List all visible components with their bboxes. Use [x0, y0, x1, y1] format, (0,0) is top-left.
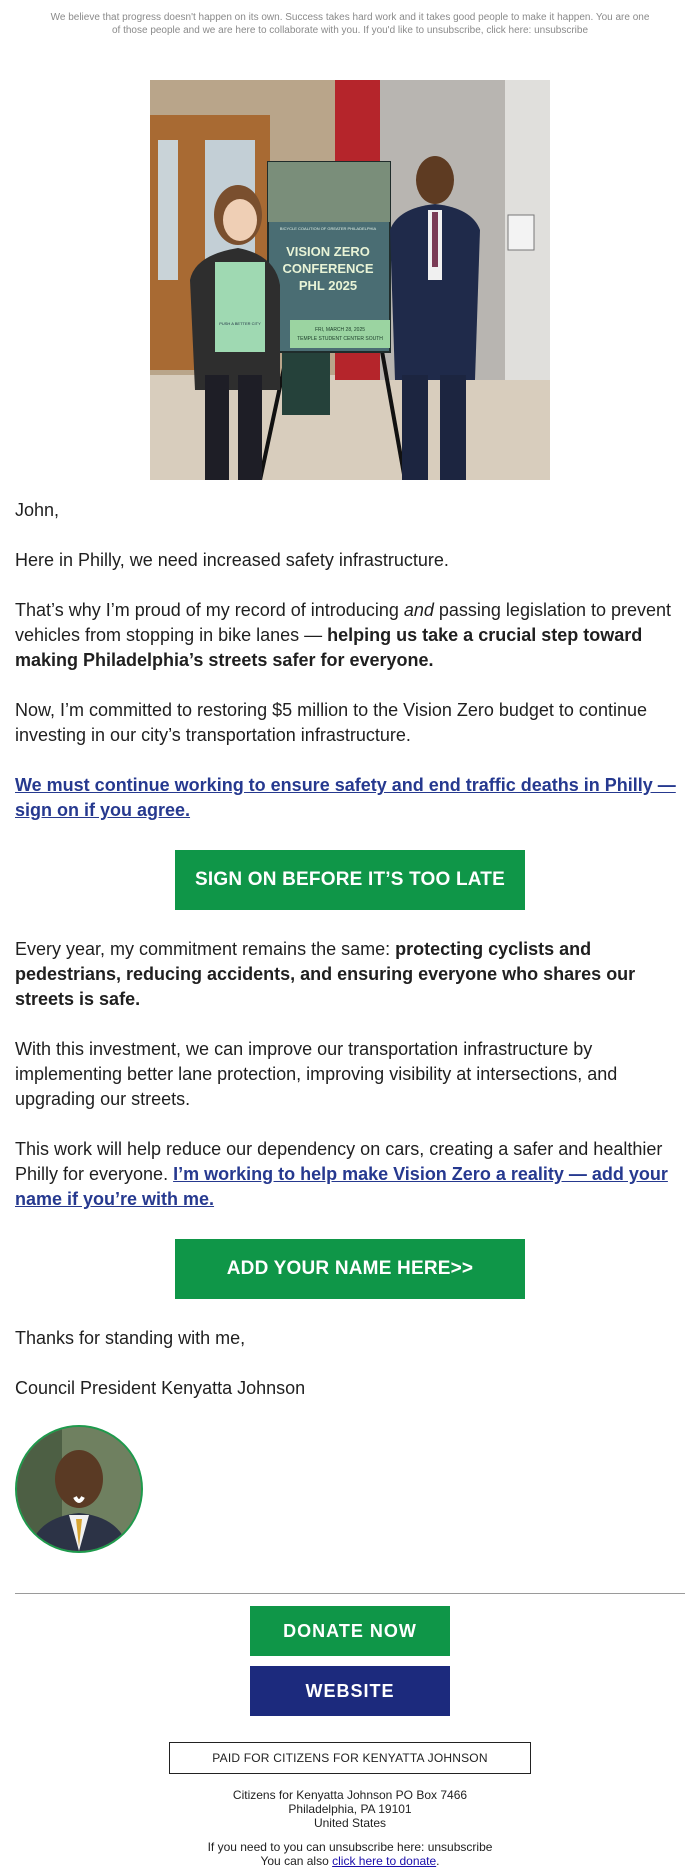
signature: Council President Kenyatta Johnson — [15, 1378, 306, 1398]
paid-for-disclaimer: PAID FOR CITIZENS FOR KENYATTA JOHNSON — [169, 1742, 531, 1774]
footer-buttons-2 — [0, 1656, 700, 1716]
paragraph-1: Here in Philly, we need increased safety infrastructure. — [15, 550, 449, 570]
cta-row-2 — [15, 1212, 685, 1326]
poster-line2: CONFERENCE — [282, 261, 374, 276]
donate-footer-line — [0, 1854, 700, 1868]
paragraph-2-emphasis: and — [403, 600, 434, 620]
add-your-name-button[interactable]: ADD YOUR NAME HERE>> — [175, 1239, 525, 1299]
hero-photo — [150, 80, 550, 480]
sign-on-button[interactable]: SIGN ON BEFORE IT’S TOO LATE — [175, 850, 525, 910]
paragraph-5 — [15, 937, 685, 1012]
paragraph-2-text-b: passing legislation to prevent vehicles from stopping in bike lanes — — [15, 600, 672, 645]
poster-date: FRI, MARCH 28, 2025 — [314, 327, 366, 333]
paragraph-4 — [15, 773, 685, 823]
paragraph-5-text: Every year, my commitment remains the same: — [15, 939, 396, 959]
cta-row-1 — [15, 823, 685, 937]
shirt-text: PUSH A BETTER CITY — [219, 321, 261, 326]
address-line-3: United States — [313, 1816, 387, 1830]
paragraph-5-bold: protecting cyclists and pedestrians, reducing accidents, and ensuring everyone who shares our streets is safe. — [15, 939, 636, 1009]
avatar — [15, 1425, 143, 1553]
add-name-link[interactable]: I’m working to help make Vision Zero a reality — add your name if you’re with me. — [15, 1164, 668, 1209]
unsubscribe-text: If you need to you can unsubscribe here: unsubscribe — [207, 1840, 493, 1854]
footer — [0, 1788, 700, 1868]
paragraph-3: Now, I’m committed to restoring $5 million to the Vision Zero budget to continue investing in our city’s transportation infrastructure. — [15, 700, 647, 745]
address-line-2: Philadelphia, PA 19101 — [288, 1802, 412, 1816]
paragraph-7-text: This work will help reduce our dependency on cars, creating a safer and healthier Philly for everyone. — [15, 1139, 663, 1184]
address-line-1: Citizens for Kenyatta Johnson PO Box 7466 — [232, 1788, 468, 1802]
poster-line3: PHL 2025 — [298, 278, 358, 293]
hero-photo-illustration — [150, 80, 550, 480]
footer-buttons — [0, 1594, 700, 1656]
donate-now-button[interactable]: DONATE NOW — [250, 1606, 450, 1656]
website-button[interactable]: WEBSITE — [250, 1666, 450, 1716]
poster-venue: TEMPLE STUDENT CENTER SOUTH — [297, 336, 383, 342]
poster-brand: BICYCLE COALITION OF GREATER PHILADELPHIA — [279, 226, 377, 231]
letter-body — [0, 498, 700, 1401]
signoff: Thanks for standing with me, — [15, 1328, 246, 1348]
greeting: John, — [15, 500, 60, 520]
paragraph-6: With this investment, we can improve our transportation infrastructure by implementing better lane protection, improving visibility at intersections, and upgrading our streets. — [15, 1039, 618, 1109]
paragraph-2-text-a: That’s why I’m proud of my record of introducing — [15, 600, 404, 620]
donate-prefix: You can also — [260, 1854, 333, 1868]
click-to-donate-link[interactable]: click here to donate — [332, 1854, 437, 1868]
paragraph-2-bold: helping us take a crucial step toward making Philadelphia’s streets safer for everyone. — [15, 625, 643, 670]
paragraph-7 — [15, 1137, 685, 1212]
avatar-portrait — [17, 1427, 141, 1551]
paragraph-2 — [15, 598, 685, 673]
sign-on-link[interactable]: We must continue working to ensure safety and end traffic deaths in Philly — sign on if you agree. — [15, 775, 676, 820]
poster-line1: VISION ZERO — [286, 244, 370, 259]
donate-suffix: . — [436, 1854, 440, 1868]
preheader-text: We believe that progress doesn't happen on its own. Success takes hard work and it takes good people to make it happen. You are one of those people and we are here to collaborate with you. If you'd like to unsubscribe, click here: unsubscribe — [50, 12, 650, 36]
